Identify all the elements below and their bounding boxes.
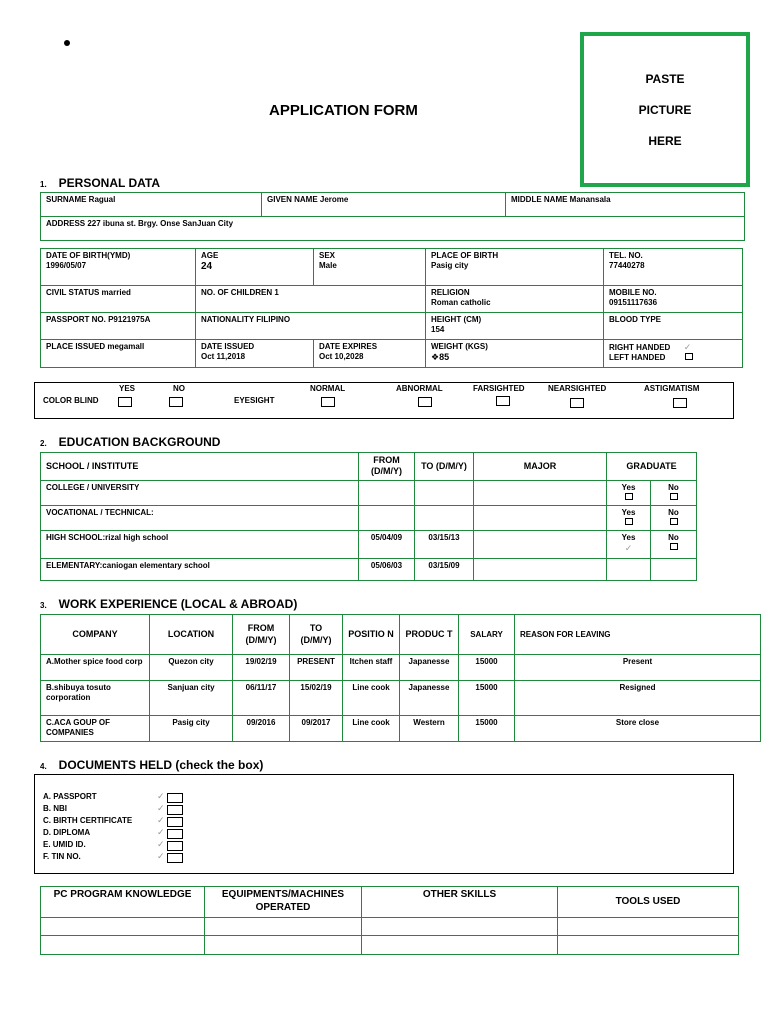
right-handed-check-icon[interactable]: ✓: [683, 342, 692, 352]
table-row: [41, 505, 697, 530]
company-cell[interactable]: A.Mother spice food corp: [41, 655, 150, 681]
major-header: MAJOR: [474, 453, 607, 481]
graduate-yes-cell[interactable]: Yes: [607, 505, 651, 530]
blood-type-field[interactable]: BLOOD TYPE: [604, 313, 743, 340]
location-cell[interactable]: Sanjuan city: [150, 681, 233, 716]
table-row: [41, 936, 739, 955]
civil-status-field[interactable]: CIVIL STATUS married: [41, 286, 196, 313]
to-cell[interactable]: 03/15/09: [415, 558, 474, 580]
pc-knowledge-header: PC PROGRAM KNOWLEDGE: [41, 887, 205, 918]
form-title: APPLICATION FORM: [269, 102, 418, 119]
document-check-icon[interactable]: ✓: [157, 791, 165, 801]
yes-label: YES: [119, 384, 136, 393]
color-blind-label: COLOR BLIND: [43, 396, 99, 405]
vision-panel: [34, 382, 734, 419]
document-item: [43, 840, 203, 852]
salary-cell[interactable]: 15000: [459, 655, 515, 681]
nearsighted-label: NEARSIGHTED: [548, 384, 607, 393]
astigmatism-label: ASTIGMATISM: [644, 384, 700, 393]
document-check-icon[interactable]: ✓: [157, 815, 165, 825]
eyesight-label: EYESIGHT: [234, 396, 275, 405]
children-field[interactable]: NO. OF CHILDREN 1: [196, 286, 426, 313]
table-row: [41, 558, 697, 580]
other-skills-cell[interactable]: [362, 918, 558, 936]
normal-label: NORMAL: [310, 384, 346, 393]
abnormal-label: ABNORMAL: [396, 384, 443, 393]
from-cell[interactable]: [359, 480, 415, 505]
position-cell[interactable]: Itchen staff: [343, 655, 400, 681]
from-header: FROM (D/M/Y): [359, 453, 415, 481]
graduate-no-cell[interactable]: [651, 558, 697, 580]
dob-field[interactable]: DATE OF BIRTH(YMD) 1996/05/07: [41, 249, 196, 286]
sex-field[interactable]: SEX Male: [314, 249, 426, 286]
salary-header: SALARY: [459, 615, 515, 655]
other-skills-cell[interactable]: [362, 936, 558, 955]
document-label: D. DIPLOMA: [43, 828, 91, 837]
document-check-icon[interactable]: ✓: [157, 839, 165, 849]
address-field[interactable]: ADDRESS 227 ibuna st. Brgy. Onse SanJuan City: [41, 217, 745, 241]
school-cell[interactable]: HIGH SCHOOL:rizal high school: [41, 530, 359, 558]
to-cell[interactable]: 09/2017: [290, 716, 343, 742]
photo-text-3: HERE: [648, 134, 682, 148]
to-cell[interactable]: PRESENT: [290, 655, 343, 681]
document-check-icon[interactable]: ✓: [157, 851, 165, 861]
reason-cell[interactable]: Store close: [515, 716, 761, 742]
major-cell[interactable]: [474, 480, 607, 505]
graduate-yes-check-icon[interactable]: ✓: [624, 542, 633, 553]
education-table: [40, 452, 697, 581]
abnormal-checkbox[interactable]: [418, 397, 432, 407]
color-blind-yes-checkbox[interactable]: [118, 397, 132, 407]
graduate-yes-cell[interactable]: Yes ✓: [607, 530, 651, 558]
document-checkbox[interactable]: [167, 793, 183, 803]
table-row: [41, 655, 761, 681]
place-issued-field[interactable]: PLACE ISSUED megamall: [41, 340, 196, 368]
table-row: [41, 918, 739, 936]
middle-name-field[interactable]: MIDDLE NAME Manansala: [506, 193, 745, 217]
document-checkbox[interactable]: [167, 841, 183, 851]
section-work-heading: 3. WORK EXPERIENCE (LOCAL & ABROAD): [40, 597, 298, 611]
astigmatism-checkbox[interactable]: [673, 398, 687, 408]
document-checkbox[interactable]: [167, 805, 183, 815]
document-item: [43, 792, 203, 804]
religion-field[interactable]: RELIGION Roman catholic: [426, 286, 604, 313]
pc-knowledge-cell[interactable]: [41, 936, 205, 955]
mobile-field[interactable]: MOBILE NO. 09151117636: [604, 286, 743, 313]
height-field[interactable]: HEIGHT (CM) 154: [426, 313, 604, 340]
tel-field[interactable]: TEL. NO. 77440278: [604, 249, 743, 286]
normal-checkbox[interactable]: [321, 397, 335, 407]
equipment-header: EQUIPMENTS/MACHINES OPERATED: [205, 887, 362, 918]
personal-name-table: [40, 192, 745, 241]
nationality-field[interactable]: NATIONALITY FILIPINO: [196, 313, 426, 340]
document-label: C. BIRTH CERTIFICATE: [43, 816, 133, 825]
major-cell[interactable]: [474, 530, 607, 558]
tools-used-cell[interactable]: [558, 936, 739, 955]
pc-knowledge-cell[interactable]: [41, 918, 205, 936]
table-row: [41, 530, 697, 558]
color-blind-no-checkbox[interactable]: [169, 397, 183, 407]
graduate-no-cell[interactable]: No: [651, 530, 697, 558]
reason-cell[interactable]: Present: [515, 655, 761, 681]
documents-list: [43, 792, 203, 864]
document-item: [43, 816, 203, 828]
salary-cell[interactable]: 15000: [459, 716, 515, 742]
graduate-yes-checkbox[interactable]: [625, 518, 633, 525]
document-checkbox[interactable]: [167, 829, 183, 839]
document-item: [43, 804, 203, 816]
company-cell[interactable]: B.shibuya tosuto corporation: [41, 681, 150, 716]
table-row: [41, 480, 697, 505]
document-item: [43, 852, 203, 864]
document-label: A. PASSPORT: [43, 792, 97, 801]
weight-field[interactable]: WEIGHT (KGS) ❖85: [426, 340, 604, 368]
document-check-icon[interactable]: ✓: [157, 803, 165, 813]
surname-field[interactable]: SURNAME Ragual: [41, 193, 262, 217]
graduate-yes-cell[interactable]: [607, 558, 651, 580]
to-cell[interactable]: 03/15/13: [415, 530, 474, 558]
document-label: E. UMID ID.: [43, 840, 86, 849]
photo-text-1: PASTE: [645, 72, 685, 86]
product-cell[interactable]: Western: [400, 716, 459, 742]
table-row: [41, 681, 761, 716]
position-header: POSITIO N: [343, 615, 400, 655]
date-issued-field[interactable]: DATE ISSUED Oct 11,2018: [196, 340, 314, 368]
reason-header: REASON FOR LEAVING: [515, 615, 761, 655]
company-header: COMPANY: [41, 615, 150, 655]
handedness-field: RIGHT HANDED ✓ LEFT HANDED: [604, 340, 743, 368]
salary-cell[interactable]: 15000: [459, 681, 515, 716]
to-header: TO (D/M/Y): [415, 453, 474, 481]
to-header: TO (D/M/Y): [290, 615, 343, 655]
nearsighted-checkbox[interactable]: [570, 398, 584, 408]
document-checkbox[interactable]: [167, 817, 183, 827]
documents-panel: [34, 774, 734, 874]
graduate-yes-checkbox[interactable]: [625, 493, 633, 500]
tools-used-header: TOOLS USED: [558, 887, 739, 918]
position-cell[interactable]: Line cook: [343, 716, 400, 742]
section-documents-heading: 4. DOCUMENTS HELD (check the box): [40, 758, 264, 772]
from-cell[interactable]: 05/06/03: [359, 558, 415, 580]
from-cell[interactable]: [359, 505, 415, 530]
location-header: LOCATION: [150, 615, 233, 655]
from-cell[interactable]: 06/11/17: [233, 681, 290, 716]
document-label: F. TIN NO.: [43, 852, 81, 861]
section-personal-heading: 1. PERSONAL DATA: [40, 176, 161, 190]
school-cell[interactable]: COLLEGE / UNIVERSITY: [41, 480, 359, 505]
school-cell[interactable]: VOCATIONAL / TECHNICAL:: [41, 505, 359, 530]
other-skills-header: OTHER SKILLS: [362, 887, 558, 918]
table-row: [41, 716, 761, 742]
to-cell[interactable]: [415, 505, 474, 530]
document-item: [43, 828, 203, 840]
product-cell[interactable]: Japanesse: [400, 681, 459, 716]
graduate-yes-cell[interactable]: Yes: [607, 480, 651, 505]
position-cell[interactable]: Line cook: [343, 681, 400, 716]
no-label: NO: [173, 384, 185, 393]
skills-table: [40, 886, 739, 955]
major-cell[interactable]: [474, 505, 607, 530]
from-header: FROM (D/M/Y): [233, 615, 290, 655]
from-cell[interactable]: 05/04/09: [359, 530, 415, 558]
document-check-icon[interactable]: ✓: [157, 827, 165, 837]
section-education-heading: 2. EDUCATION BACKGROUND: [40, 435, 221, 449]
location-cell[interactable]: Quezon city: [150, 655, 233, 681]
tools-used-cell[interactable]: [558, 918, 739, 936]
from-cell[interactable]: 19/02/19: [233, 655, 290, 681]
document-label: B. NBI: [43, 804, 67, 813]
location-cell[interactable]: Pasig city: [150, 716, 233, 742]
to-cell[interactable]: 15/02/19: [290, 681, 343, 716]
from-cell[interactable]: 09/2016: [233, 716, 290, 742]
graduate-header: GRADUATE: [607, 453, 697, 481]
graduate-no-cell[interactable]: No: [651, 505, 697, 530]
given-name-field[interactable]: GIVEN NAME Jerome: [262, 193, 506, 217]
school-header: SCHOOL / INSTITUTE: [41, 453, 359, 481]
personal-details-table: [40, 248, 743, 368]
farsighted-label: FARSIGHTED: [473, 384, 525, 393]
graduate-no-cell[interactable]: No: [651, 480, 697, 505]
equipment-cell[interactable]: [205, 936, 362, 955]
company-cell[interactable]: C.ACA GOUP OF COMPANIES: [41, 716, 150, 742]
bullet-mark: [64, 40, 70, 46]
major-cell[interactable]: [474, 558, 607, 580]
equipment-cell[interactable]: [205, 918, 362, 936]
passport-field[interactable]: PASSPORT NO. P9121975A: [41, 313, 196, 340]
reason-cell[interactable]: Resigned: [515, 681, 761, 716]
farsighted-checkbox[interactable]: [496, 396, 510, 406]
photo-text-2: PICTURE: [638, 103, 692, 117]
product-header: PRODUC T: [400, 615, 459, 655]
document-checkbox[interactable]: [167, 853, 183, 863]
age-field[interactable]: AGE 24: [196, 249, 314, 286]
graduate-no-checkbox[interactable]: [670, 518, 678, 525]
work-table: [40, 614, 761, 742]
place-of-birth-field[interactable]: PLACE OF BIRTH Pasig city: [426, 249, 604, 286]
graduate-no-checkbox[interactable]: [670, 543, 678, 550]
photo-placeholder[interactable]: [580, 32, 750, 187]
left-handed-checkbox[interactable]: [685, 353, 693, 360]
graduate-no-checkbox[interactable]: [670, 493, 678, 500]
product-cell[interactable]: Japanesse: [400, 655, 459, 681]
to-cell[interactable]: [415, 480, 474, 505]
school-cell[interactable]: ELEMENTARY:caniogan elementary school: [41, 558, 359, 580]
date-expires-field[interactable]: DATE EXPIRES Oct 10,2028: [314, 340, 426, 368]
